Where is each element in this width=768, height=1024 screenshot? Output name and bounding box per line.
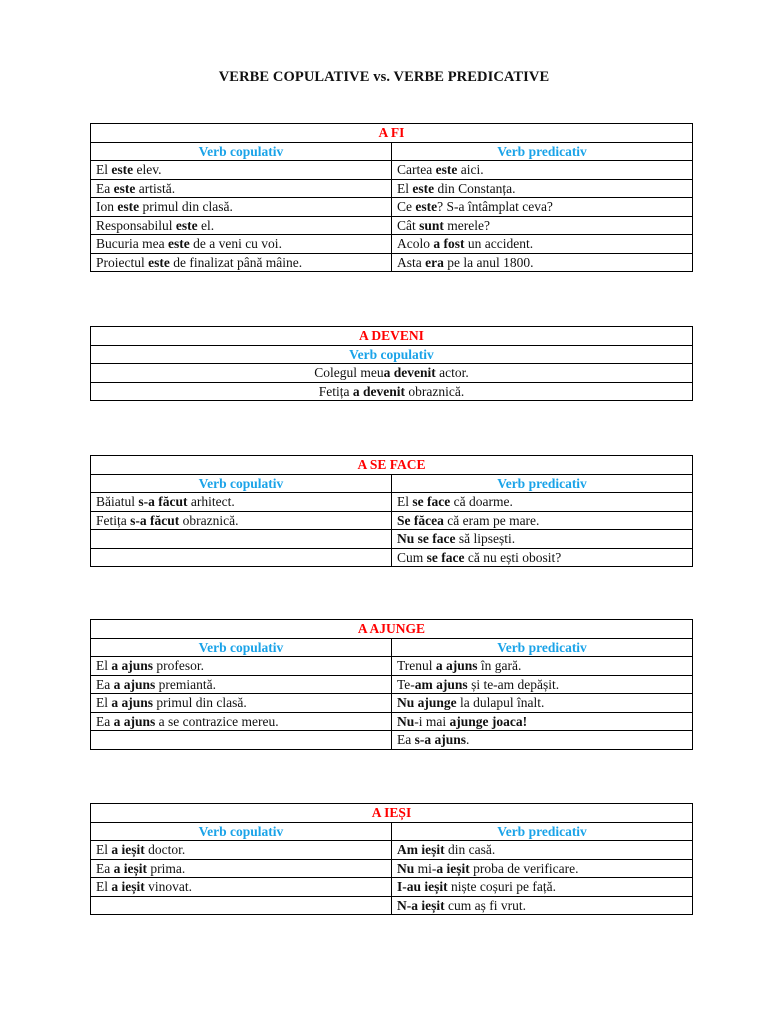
predicative-example-cell <box>392 216 693 235</box>
example-text: să lipsești. <box>455 531 516 546</box>
predicative-example-cell <box>392 161 693 180</box>
column-header-row <box>91 345 693 364</box>
verb-highlight: este <box>412 180 435 196</box>
example-text: ? S-a întâmplat ceva? <box>437 199 553 214</box>
table-row <box>91 198 693 217</box>
verb-highlight: Am ieșit <box>397 842 445 857</box>
example-text: Asta <box>397 254 426 270</box>
verb-highlight: se face <box>426 549 465 565</box>
example-text: Cât <box>397 217 420 233</box>
table-row <box>91 161 693 180</box>
predicative-example-cell <box>392 675 693 694</box>
example-text: din Constanța. <box>434 180 516 196</box>
example-text: Colegul meu <box>314 365 384 380</box>
copulative-example-cell <box>91 731 392 750</box>
example-text: în gară. <box>477 658 522 673</box>
table-row <box>91 179 693 198</box>
table-row <box>91 216 693 235</box>
verb-highlight: este <box>113 180 136 196</box>
table-a-ajunge <box>90 619 693 750</box>
table-row <box>91 530 693 549</box>
example-text: El <box>96 842 112 857</box>
predicative-example-cell <box>392 548 693 567</box>
verb-highlight: N-a ieșit <box>397 897 445 913</box>
table-heading: A IEȘI <box>91 804 693 823</box>
verb-highlight: s-a făcut <box>138 494 188 509</box>
example-text: Responsabilul <box>96 217 176 233</box>
verb-highlight: a fost <box>433 236 465 251</box>
verb-highlight: a ajuns <box>111 658 154 673</box>
example-text: aici. <box>457 162 484 177</box>
table-heading-row <box>91 327 693 346</box>
example-text: Ea <box>397 732 415 747</box>
verb-highlight: este <box>415 199 438 214</box>
copulative-example-cell <box>91 493 392 512</box>
copulative-example-cell <box>91 712 392 731</box>
copulative-example-cell <box>91 841 392 860</box>
verb-highlight: se face <box>412 494 451 509</box>
verb-highlight: a ajuns <box>111 695 154 710</box>
predicative-example-cell <box>392 859 693 878</box>
verb-highlight: Se făcea <box>397 512 444 528</box>
verb-highlight: a devenit <box>352 383 406 399</box>
table-heading: A SE FACE <box>91 456 693 475</box>
verb-highlight: Nu se face <box>397 531 456 546</box>
example-text: Trenul <box>397 658 436 673</box>
example-text: merele? <box>443 217 490 233</box>
table-a-fi <box>90 123 693 272</box>
example-text: Cum <box>397 549 427 565</box>
example-text: elev. <box>133 162 162 177</box>
predicative-example-cell <box>392 198 693 217</box>
example-text: premiantă. <box>155 676 216 692</box>
table-row <box>91 235 693 254</box>
example-text: Cartea <box>397 162 436 177</box>
example-text: de finalizat până mâine. <box>169 254 303 270</box>
verb-highlight: ajunge joaca! <box>449 713 528 729</box>
verb-highlight: a ieșit <box>436 860 470 876</box>
example-text: doctor. <box>144 842 186 857</box>
example-text: obraznică. <box>179 512 239 528</box>
example-text: Ea <box>96 713 114 729</box>
copulative-example-cell <box>91 548 392 567</box>
column-header: Verb copulativ <box>91 822 392 841</box>
predicative-example-cell <box>392 896 693 915</box>
example-text: el. <box>197 217 215 233</box>
column-header: Verb copulativ <box>91 474 392 493</box>
copulative-example-cell <box>91 235 392 254</box>
example-text: Proiectul <box>96 254 149 270</box>
table-row <box>91 731 693 750</box>
copulative-example-cell <box>91 253 392 272</box>
example-text: vinovat. <box>144 879 192 894</box>
verb-highlight: sunt <box>419 217 444 233</box>
column-header: Verb predicativ <box>392 474 693 493</box>
verb-highlight: este <box>435 162 458 177</box>
verb-highlight: Nu ajunge <box>397 695 457 710</box>
table-heading-row <box>91 456 693 475</box>
verb-highlight: a ieșit <box>113 860 147 876</box>
example-text: cum aș fi vrut. <box>444 897 526 913</box>
verb-highlight: a ajuns <box>113 676 156 692</box>
verb-highlight: a ajuns <box>435 658 478 673</box>
verb-highlight: a ieșit <box>111 879 145 894</box>
table-row <box>91 493 693 512</box>
example-text: că doarme. <box>450 494 513 509</box>
example-text: niște coșuri pe față. <box>447 879 556 894</box>
verb-highlight: s-a făcut <box>130 512 180 528</box>
example-text: Băiatul <box>96 494 139 509</box>
copulative-example-cell <box>91 161 392 180</box>
table-row <box>91 878 693 897</box>
example-text: profesor. <box>153 658 205 673</box>
table-row <box>91 859 693 878</box>
example-text: Acolo <box>397 236 434 251</box>
example-text: primul din clasă. <box>153 695 247 710</box>
example-text: Ce <box>397 199 416 214</box>
example-cell <box>91 382 693 401</box>
copulative-example-cell <box>91 198 392 217</box>
predicative-example-cell <box>392 179 693 198</box>
table-row <box>91 675 693 694</box>
copulative-example-cell <box>91 896 392 915</box>
example-text: primul din clasă. <box>139 199 233 214</box>
copulative-example-cell <box>91 511 392 530</box>
example-text: proba de verificare. <box>469 860 579 876</box>
verb-highlight: s-a ajuns <box>414 732 467 747</box>
copulative-example-cell <box>91 216 392 235</box>
table-row <box>91 712 693 731</box>
table-heading-row <box>91 620 693 639</box>
verb-highlight: Nu <box>397 860 415 876</box>
example-text: din casă. <box>444 842 496 857</box>
example-text: El <box>96 658 112 673</box>
example-text: Te- <box>397 676 415 692</box>
table-row <box>91 511 693 530</box>
predicative-example-cell <box>392 878 693 897</box>
table-row <box>91 253 693 272</box>
table-row <box>91 841 693 860</box>
table-heading: A DEVENI <box>91 327 693 346</box>
table-row <box>91 382 693 401</box>
copulative-example-cell <box>91 657 392 676</box>
verb-highlight: era <box>425 254 444 270</box>
example-text: obraznică. <box>405 383 465 399</box>
predicative-example-cell <box>392 841 693 860</box>
verb-highlight: este <box>111 162 134 177</box>
example-text: la dulapul înalt. <box>456 695 545 710</box>
example-text: Ea <box>96 676 114 692</box>
copulative-example-cell <box>91 179 392 198</box>
table-heading-row <box>91 804 693 823</box>
table-row <box>91 548 693 567</box>
example-text: că eram pe mare. <box>443 512 540 528</box>
example-text: El <box>96 162 112 177</box>
column-header: Verb predicativ <box>392 822 693 841</box>
predicative-example-cell <box>392 694 693 713</box>
copulative-example-cell <box>91 530 392 549</box>
example-text: El <box>397 494 413 509</box>
example-text: prima. <box>147 860 186 876</box>
column-header-row <box>91 474 693 493</box>
example-text: un accident. <box>464 236 534 251</box>
predicative-example-cell <box>392 511 693 530</box>
page-title: VERBE COPULATIVE vs. VERBE PREDICATIVE <box>218 69 550 85</box>
verb-highlight: am ajuns <box>414 676 468 692</box>
example-text: El <box>96 695 112 710</box>
example-cell <box>91 364 693 383</box>
example-text: -i mai <box>414 713 450 729</box>
verb-highlight: este <box>117 199 140 214</box>
example-text: că nu ești obosit? <box>464 549 562 565</box>
example-text: Ion <box>96 199 118 214</box>
example-text: Fetița <box>96 512 131 528</box>
table-heading: A FI <box>91 124 693 143</box>
example-text: a se contrazice mereu. <box>155 713 279 729</box>
table-heading: A AJUNGE <box>91 620 693 639</box>
verb-highlight: a ieșit <box>111 842 145 857</box>
verb-highlight: este <box>167 236 190 251</box>
column-header: Verb predicativ <box>392 142 693 161</box>
example-text: El <box>96 879 112 894</box>
predicative-example-cell <box>392 712 693 731</box>
example-text: artistă. <box>135 180 176 196</box>
predicative-example-cell <box>392 235 693 254</box>
verb-highlight: Nu <box>397 713 415 729</box>
example-text: Fetița <box>318 383 353 399</box>
column-header: Verb copulativ <box>91 638 392 657</box>
copulative-example-cell <box>91 675 392 694</box>
verb-highlight: I-au ieșit <box>397 879 448 894</box>
example-text: Bucuria mea <box>96 236 168 251</box>
table-a-deveni <box>90 326 693 401</box>
copulative-example-cell <box>91 878 392 897</box>
verb-highlight: este <box>175 217 198 233</box>
predicative-example-cell <box>392 493 693 512</box>
column-header-row <box>91 142 693 161</box>
predicative-example-cell <box>392 530 693 549</box>
example-text: . <box>466 732 470 747</box>
example-text: de a veni cu voi. <box>189 236 282 251</box>
example-text: pe la anul 1800. <box>443 254 534 270</box>
verb-highlight: a devenit <box>383 365 436 380</box>
example-text: Ea <box>96 180 114 196</box>
copulative-example-cell <box>91 859 392 878</box>
example-text: și te-am depășit. <box>467 676 560 692</box>
column-header-row <box>91 822 693 841</box>
table-row <box>91 896 693 915</box>
predicative-example-cell <box>392 657 693 676</box>
predicative-example-cell <box>392 731 693 750</box>
predicative-example-cell <box>392 253 693 272</box>
example-text: El <box>397 180 413 196</box>
table-row <box>91 364 693 383</box>
column-header: Verb copulativ <box>91 142 392 161</box>
example-text: actor. <box>435 365 469 380</box>
example-text: arhitect. <box>187 494 235 509</box>
table-heading-row <box>91 124 693 143</box>
example-text: Ea <box>96 860 114 876</box>
table-row <box>91 694 693 713</box>
table-a-se-face <box>90 455 693 567</box>
column-header-row <box>91 638 693 657</box>
copulative-example-cell <box>91 694 392 713</box>
verb-highlight: a ajuns <box>113 713 156 729</box>
table-row <box>91 657 693 676</box>
table-a-iesi <box>90 803 693 915</box>
column-header: Verb copulativ <box>91 345 693 364</box>
example-text: mi- <box>414 860 437 876</box>
verb-highlight: este <box>148 254 170 270</box>
column-header: Verb predicativ <box>392 638 693 657</box>
